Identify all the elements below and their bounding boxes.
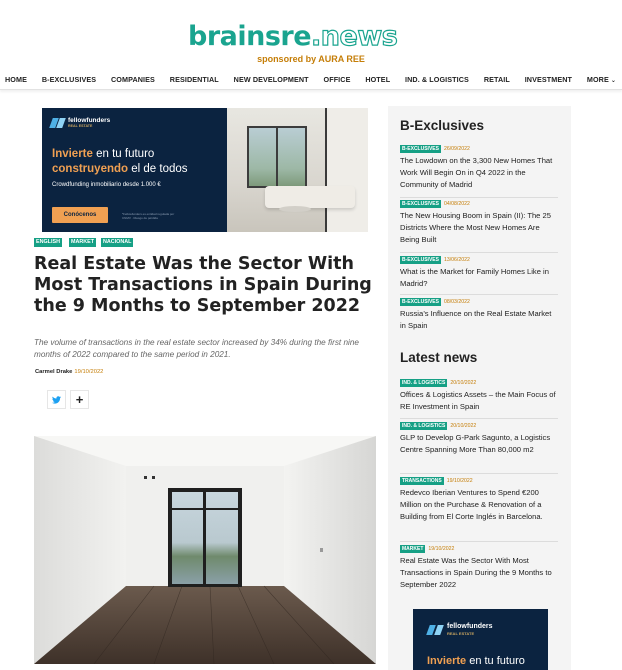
article-author[interactable]: Carmel Drake bbox=[35, 369, 73, 375]
item-date: 19/10/2022 bbox=[428, 546, 455, 552]
tag-nacional[interactable]: NACIONAL bbox=[103, 239, 132, 245]
item-title[interactable]: The Lowdown on the 3,300 New Homes That Work Will Begin On in Q4 2022 in the Community of Madrid bbox=[400, 156, 553, 189]
sidebar-ad-headline bbox=[427, 655, 525, 667]
nav-item-new-development[interactable]: NEW DEVELOPMENT bbox=[233, 75, 309, 84]
b-exclusive-item[interactable] bbox=[400, 298, 558, 332]
item-date: 04/08/2022 bbox=[443, 201, 470, 207]
item-date: 20/10/2022 bbox=[450, 423, 477, 429]
b-exclusive-item[interactable] bbox=[400, 200, 558, 245]
latest-news-item[interactable] bbox=[400, 545, 558, 590]
item-title[interactable]: Real Estate Was the Sector With Most Transactions in Spain During the 9 Months to September 2022 bbox=[400, 556, 552, 589]
category-badge[interactable]: B-EXCLUSIVES bbox=[402, 299, 439, 305]
item-date: 19/10/2022 bbox=[446, 478, 473, 484]
category-badge[interactable]: B-EXCLUSIVES bbox=[402, 257, 439, 263]
nav-item-residential[interactable]: RESIDENTIAL bbox=[169, 75, 219, 84]
divider bbox=[400, 541, 558, 542]
latest-news-heading[interactable]: Latest news bbox=[400, 350, 478, 365]
ad-banner[interactable] bbox=[42, 108, 368, 232]
tag-market[interactable]: MARKET bbox=[71, 239, 95, 245]
main-nav bbox=[0, 70, 622, 90]
ad-headline-1-accent: Invierte bbox=[52, 148, 93, 160]
sidebar-ad-brand: fellowfunders bbox=[447, 623, 493, 630]
nav-item-b-exclusives[interactable]: B-EXCLUSIVES bbox=[41, 75, 97, 84]
item-title[interactable]: Offices & Logistics Assets – the Main Focus of RE Investment in Spain bbox=[400, 390, 556, 411]
article-title: Real Estate Was the Sector With Most Transactions in Spain During the 9 Months to September 2022 bbox=[34, 254, 372, 316]
nav-item-more[interactable] bbox=[587, 75, 616, 84]
brand-mark-icon bbox=[427, 625, 443, 635]
category-badge[interactable]: B-EXCLUSIVES bbox=[402, 201, 439, 207]
item-title[interactable]: The New Housing Boom in Spain (II): The 25 Districts Where the Most New Homes Are Being Built bbox=[400, 211, 551, 244]
item-title[interactable]: GLP to Develop G-Park Sagunto, a Logistics Centre Spanning More Than 80,000 m2 bbox=[400, 433, 551, 454]
ad-brand-sub: REAL ESTATE bbox=[68, 124, 93, 128]
ad-brand-name: fellowfunders bbox=[68, 117, 111, 124]
logo-suffix-text: .news bbox=[311, 21, 398, 52]
nav-item-home[interactable]: HOME bbox=[5, 75, 27, 84]
category-badge[interactable]: IND. & LOGISTICS bbox=[402, 423, 446, 429]
brand-mark-icon bbox=[50, 118, 64, 128]
divider bbox=[400, 294, 558, 295]
article-excerpt: The volume of transactions in the real estate sector increased by 34% during the first nine months of 2022 compared to the same period in 2021. bbox=[34, 338, 359, 359]
article-byline bbox=[35, 369, 103, 375]
latest-news-item[interactable] bbox=[400, 422, 558, 456]
divider bbox=[400, 418, 558, 419]
nav-item-office[interactable]: OFFICE bbox=[323, 75, 351, 84]
item-title[interactable]: Russia’s Influence on the Real Estate Market in Spain bbox=[400, 309, 552, 330]
category-badge[interactable]: IND. & LOGISTICS bbox=[402, 380, 446, 386]
item-date: 08/03/2022 bbox=[443, 299, 470, 305]
plus-icon: + bbox=[75, 392, 84, 407]
sidebar-ad[interactable] bbox=[413, 609, 548, 670]
site-header bbox=[0, 0, 622, 70]
ad-headline-1-rest: en tu futuro bbox=[92, 148, 155, 160]
item-date: 26/09/2022 bbox=[443, 146, 470, 152]
twitter-icon bbox=[52, 396, 61, 404]
sidebar-ad-brand-sub: REAL ESTATE bbox=[447, 631, 475, 636]
ad-headline-2-rest: el de todos bbox=[128, 163, 188, 175]
category-badge[interactable]: B-EXCLUSIVES bbox=[402, 146, 439, 152]
ad-interior-image bbox=[227, 108, 368, 232]
nav-item-investment[interactable]: INVESTMENT bbox=[524, 75, 573, 84]
empty-room-image bbox=[34, 436, 376, 664]
chevron-down-icon: ⌄ bbox=[610, 78, 616, 84]
latest-news-item[interactable] bbox=[400, 477, 558, 522]
tag-english[interactable]: ENGLISH bbox=[36, 239, 60, 245]
item-title[interactable]: What is the Market for Family Homes Like in Madrid? bbox=[400, 267, 549, 288]
item-date: 20/10/2022 bbox=[450, 380, 477, 386]
b-exclusive-item[interactable] bbox=[400, 256, 558, 290]
article-image bbox=[34, 436, 376, 664]
twitter-share-button[interactable] bbox=[47, 390, 66, 409]
ad-brand-logo bbox=[50, 117, 110, 128]
ad-small-text: Crowdfunding inmobiliario desde 1.000 € bbox=[52, 182, 161, 188]
nav-item-retail[interactable]: RETAIL bbox=[483, 75, 510, 84]
sidebar-ad-headline-rest: en tu futuro bbox=[466, 655, 525, 667]
ad-cta-button[interactable]: Conócenos bbox=[52, 207, 108, 223]
article-date: 19/10/2022 bbox=[74, 369, 104, 375]
more-share-button[interactable] bbox=[70, 390, 89, 409]
item-date: 13/06/2022 bbox=[443, 257, 470, 263]
sponsor-line: sponsored by AURA REE bbox=[257, 54, 365, 64]
sidebar-ad-headline-accent: Invierte bbox=[427, 655, 467, 667]
logo-main-text: brainsre bbox=[188, 21, 312, 52]
category-badge[interactable]: MARKET bbox=[402, 546, 424, 552]
category-badge[interactable]: TRANSACTIONS bbox=[402, 478, 442, 484]
nav-item-hotel[interactable]: HOTEL bbox=[365, 75, 391, 84]
nav-item-logistics[interactable]: IND. & LOGISTICS bbox=[405, 75, 469, 84]
ad-headline-2 bbox=[52, 163, 188, 175]
ad-headline-2-accent: construyendo bbox=[52, 163, 129, 175]
latest-news-item[interactable] bbox=[400, 379, 558, 413]
nav-item-companies[interactable]: COMPANIES bbox=[111, 75, 155, 84]
ad-legal-text: *Fellowfunders es entidad regulada por CNMV · Riesgo de pérdida bbox=[122, 212, 175, 220]
ad-headline-1 bbox=[52, 148, 154, 160]
divider bbox=[400, 473, 558, 474]
divider bbox=[400, 252, 558, 253]
item-title[interactable]: Redevco Iberian Ventures to Spend €200 Million on the Purchase & Renovation of a Building from El Corte Inglés in Barcelona. bbox=[400, 488, 543, 521]
b-exclusives-heading[interactable]: B-Exclusives bbox=[400, 118, 485, 133]
b-exclusive-item[interactable] bbox=[400, 145, 558, 190]
nav-more-label: MORE bbox=[586, 75, 609, 84]
sidebar-ad-logo bbox=[427, 623, 493, 636]
divider bbox=[400, 197, 558, 198]
site-logo[interactable] bbox=[188, 20, 397, 54]
